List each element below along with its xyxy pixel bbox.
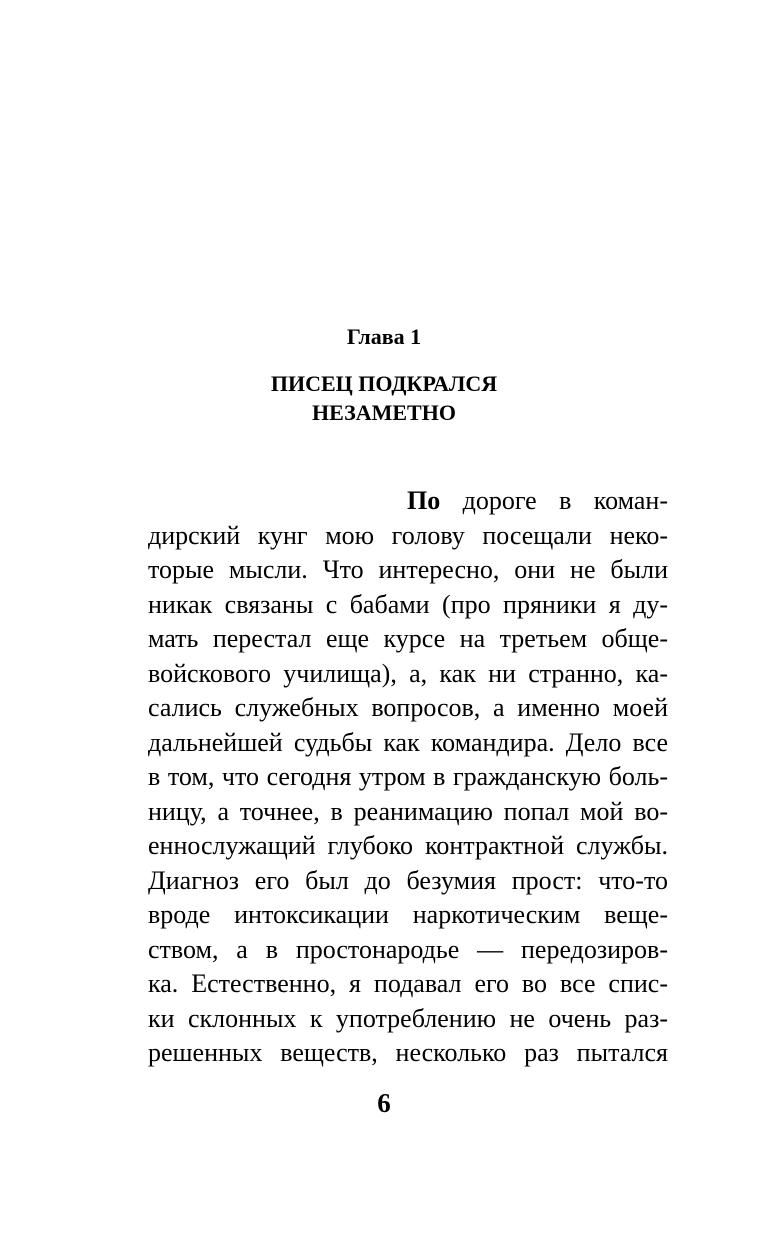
text-line: дальнейшей судьбы как командира. Дело все	[148, 727, 668, 757]
text-line: сались служебных вопросов, а именно моей	[148, 693, 668, 722]
text-line: вроде интоксикации наркотическим веще-	[148, 900, 668, 929]
text-line: еннослужащий глубоко контрактной службы.	[148, 831, 668, 860]
text-line: торые мысли. Что интересно, они не были	[148, 555, 668, 584]
text-line: дирский кунг мою голову посещали неко-	[148, 520, 668, 550]
chapter-title	[0, 369, 768, 427]
chapter-title-line-2: НЕЗАМЕТНО	[312, 400, 456, 425]
text-line: мать перестал еще курсе на третьем обще-	[148, 624, 668, 653]
text-line: ницу, а точнее, в реанимацию попал мой во-	[148, 796, 668, 826]
text-line: Диагноз его был до безумия прост: что-то	[148, 865, 668, 895]
chapter-label: Глава 1	[346, 324, 422, 349]
text-line: ка. Естественно, я подавал его во все спис-	[148, 969, 668, 998]
text-line: в том, что сегодня утром в гражданскую боль-	[148, 762, 668, 791]
chapter-title-line-1: ПИСЕЦ ПОДКРАЛСЯ	[270, 371, 498, 396]
text-line: никак связаны с бабами (про пряники я ду-	[148, 589, 668, 619]
text-line: решенных веществ, несколько раз пытался	[148, 1038, 668, 1067]
initial-bold-word: По	[407, 486, 441, 515]
text-line: ки склонных к употреблению не очень раз-	[148, 1003, 668, 1033]
text-line-first	[148, 484, 668, 519]
text-line: ством, а в простонародье — передозиров-	[148, 934, 668, 964]
text-line: войскового училища), а, как ни странно, ка-	[148, 658, 668, 688]
page-number: 6	[377, 1088, 391, 1118]
first-line-rest: дороге в коман-	[440, 486, 668, 515]
body-text	[148, 484, 668, 1071]
